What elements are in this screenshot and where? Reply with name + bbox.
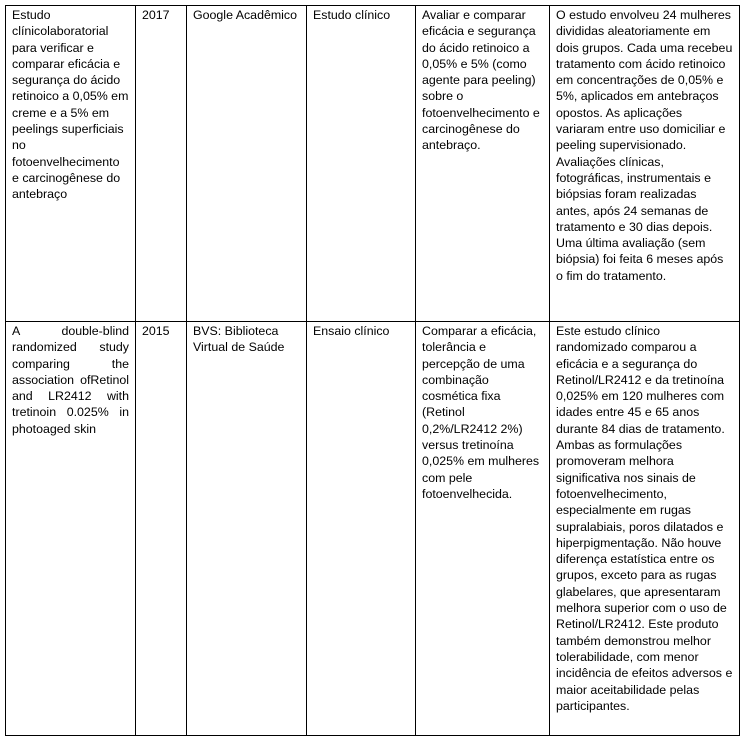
objective-cell: Avaliar e comparar eficácia e segurança do ácido retinoico a 0,05% e 5% (como agente para peeling) sobre o fotoenvelhecimento e carcinogênese do antebraço. xyxy=(416,6,550,322)
study-title-cell: A double-blind randomized study comparing the association ofRetinol and LR2412 with tretinoin 0.025% in photoaged skin xyxy=(6,322,136,736)
table-row xyxy=(6,6,740,322)
objective-cell: Comparar a eficácia, tolerância e percepção de uma combinação cosmética fixa (Retinol 0,2%/LR2412 2%) versus tretinoína 0,025% em mulheres com pele fotoenvelhecida. xyxy=(416,322,550,736)
study-type-cell: Ensaio clínico xyxy=(307,322,416,736)
studies-table xyxy=(5,5,740,736)
study-type-cell: Estudo clínico xyxy=(307,6,416,322)
table-row xyxy=(6,322,740,736)
year-cell: 2015 xyxy=(136,322,187,736)
year-cell: 2017 xyxy=(136,6,187,322)
results-cell: O estudo envolveu 24 mulheres divididas aleatoriamente em dois grupos. Cada uma recebeu tratamento com ácido retinoico em concentrações de 0,05% e 5%, aplicados em antebraços opostos. As aplicações variaram entre uso domiciliar e peeling supervisionado. Avaliações clínicas, fotográficas, instrumentais e biópsias foram realizadas antes, após 24 semanas de tratamento e 30 dias depois. Uma última avaliação (sem biópsia) foi feita 6 meses após o fim do tratamento. xyxy=(550,6,740,322)
results-cell: Este estudo clínico randomizado comparou a eficácia e a segurança do Retinol/LR2412 e da tretinoína 0,025% em 120 mulheres com idades entre 45 e 65 anos durante 84 dias de tratamento. Ambas as formulações promoveram melhora significativa nos sinais de fotoenvelhecimento, especialmente em rugas supralabiais, poros dilatados e hiperpigmentação. Não houve diferença estatística entre os grupos, exceto para as rugas glabelares, que apresentaram melhora superior com o uso de Retinol/LR2412. Este produto também demonstrou melhor tolerabilidade, com menor incidência de efeitos adversos e maior aceitabilidade pelas participantes. xyxy=(550,322,740,736)
source-cell: BVS: Biblioteca Virtual de Saúde xyxy=(187,322,307,736)
source-cell: Google Acadêmico xyxy=(187,6,307,322)
study-title-cell: Estudo clínicolaboratorial para verificar e comparar eficácia e segurança do ácido retinoico a 0,05% em creme e a 5% em peelings superficiais no fotoenvelhecimento e carcinogênese do antebraço xyxy=(6,6,136,322)
